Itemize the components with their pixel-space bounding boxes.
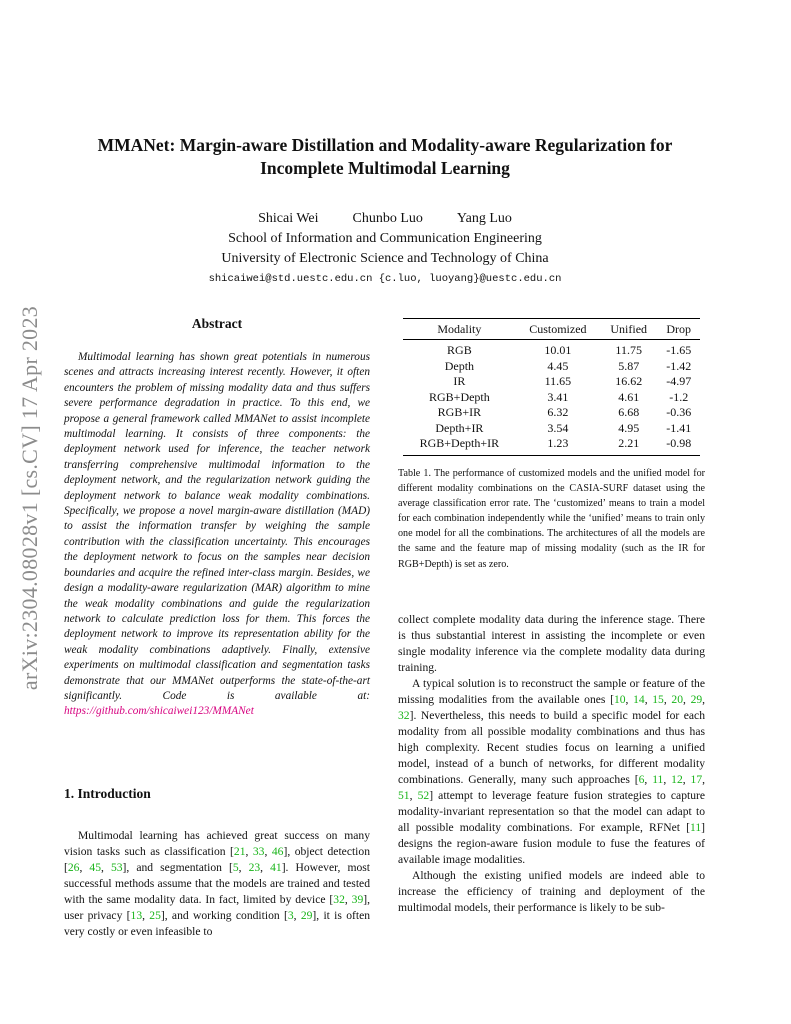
table-cell: -1.41 [666, 420, 692, 435]
table-row [403, 359, 700, 375]
table-cell: 1.23 [547, 436, 569, 450]
affiliation-line-2: University of Electronic Science and Technology of China [221, 251, 549, 266]
body-text: A typical solution is to reconstruct the sample or feature of the missing modalities from the available ones [ [398, 677, 705, 706]
citation[interactable]: 5 [232, 861, 239, 874]
table-cell: 3.54 [547, 420, 569, 435]
table-caption: Table 1. The performance of customized models and the unified model for different modality combinations on the CASIA-SURF dataset using the average classification error rate. The ‘customized’ means to train a model for each combination independently while the ‘unified’ means to train only one model for all the combinations. The architectures of all the models are the same and the feature map of missing modality (such as the IR for RGB+Depth) is set as zero. [398, 468, 705, 570]
citation[interactable]: 41 [270, 861, 282, 874]
table-header-row [403, 319, 700, 340]
citation[interactable]: 13 [130, 909, 143, 922]
author-block [60, 209, 710, 289]
table-cell: 5.87 [618, 358, 640, 373]
citation[interactable]: 46 [271, 845, 284, 858]
citation[interactable]: 12 [671, 773, 683, 786]
intro-text: Multimodal learning has achieved great success on many vision tasks such as classification [ [64, 829, 370, 858]
paragraph: Although the existing unified models are indeed able to increase the efficiency of training and deployment of the multimodal models, their performance is likely to be sub- [398, 869, 705, 914]
column-header: Modality [403, 319, 516, 340]
citation[interactable]: 25 [149, 909, 161, 922]
table-cell: RGB+Depth [429, 389, 490, 404]
table-cell: 6.68 [618, 405, 640, 419]
table-cell: -4.97 [666, 374, 692, 388]
table-cell: Depth [444, 358, 475, 373]
table-cell: -0.36 [666, 405, 692, 419]
citation[interactable]: 52 [417, 789, 430, 802]
citation[interactable]: 20 [671, 693, 683, 706]
citation[interactable]: 17 [690, 773, 703, 786]
title-line-2: Incomplete Multimodal Learning [260, 158, 510, 178]
citation[interactable]: 33 [252, 845, 265, 858]
author-name: Chunbo Luo [352, 211, 423, 226]
results-table [403, 318, 700, 456]
introduction-paragraph: Multimodal learning has achieved great success on many vision tasks such as classification [21, 33, 46], object detection [26, 45, 53], and segmentation [5, 23, 41]. However, most successful methods assume that the models are trained and tested with the same modality data. In fact, limited by device [32, 39], user privacy [13, 25], and working condition [3, 29], it is often very costly or even infeasible to [64, 829, 371, 938]
table-cell: 4.95 [618, 420, 640, 435]
intro-text: ], it is often very costly or even infeasible to [64, 909, 371, 938]
right-column-text [398, 612, 705, 916]
citation[interactable]: 53 [110, 861, 123, 874]
citation[interactable]: 39 [351, 893, 364, 906]
table-cell: Depth+IR [435, 420, 484, 435]
intro-text: ], and working condition [ [160, 909, 288, 922]
column-header: Customized [516, 319, 600, 340]
citation[interactable]: 32 [398, 709, 410, 722]
citation[interactable]: 10 [613, 693, 626, 706]
author-name: Yang Luo [456, 211, 512, 226]
author-names [60, 209, 710, 229]
citation[interactable]: 29 [690, 693, 703, 706]
paragraph: A typical solution is to reconstruct the sample or feature of the missing modalities from the available ones [10, 14, 15, 20, 29, 32]. Nevertheless, this needs to build a specific model for each modality from all possible modality combinations and thus has high complexity. Recent studies focus on learning a unified model, instead of a bunch of networks, for different modality combinations. Generally, many such approaches [6, 11, 12, 17, 51, 52] attempt to leverage feature fusion strategies to capture modality-invariant representation so that the model can adapt to all possible modality combinations. For example, RFNet [11] designs the region-aware fusion module to fuse the features of available image modalities. [398, 677, 706, 866]
citation[interactable]: 11 [689, 821, 702, 834]
abstract-heading: Abstract [191, 316, 243, 331]
citation[interactable]: 11 [652, 773, 664, 786]
body-text: ]. Nevertheless, this needs to build a specific model for each modality from all possible modality combinations and thus has high complexity. Recent studies focus on learning a unified model, instead of a bunch of networks, for different modality combinations. Generally, many such approaches [ [398, 709, 705, 786]
table-row [403, 436, 700, 455]
citation[interactable]: 15 [652, 693, 664, 706]
citation[interactable]: 51 [398, 789, 410, 802]
column-header: Unified [600, 319, 658, 340]
citation[interactable]: 29 [300, 909, 313, 922]
table-cell: 16.62 [615, 374, 643, 388]
code-link[interactable]: https://github.com/shicaiwei123/MMANet [64, 705, 254, 718]
table-cell: -0.98 [666, 436, 692, 450]
citation[interactable]: 14 [633, 693, 645, 706]
table-cell: 2.21 [618, 436, 640, 450]
table-row [403, 405, 700, 421]
abstract-body [64, 350, 370, 720]
table-cell: RGB+Depth+IR [419, 436, 500, 450]
table-cell: 11.75 [615, 343, 642, 357]
author-name: Shicai Wei [258, 211, 319, 226]
citation[interactable]: 26 [67, 861, 80, 874]
table-cell: 3.41 [547, 389, 569, 404]
abstract-text: Multimodal learning has shown great potentials in numerous scenes and attracts increasing interest recently. However, it often encounters the problem of missing modality data and thus suffers severe performance degradation in practice. To this end, we propose a general framework called MMANet to assist incomplete multimodal learning. It consists of three components: the deployment network used for inference, the teacher network transferring comprehensive multimodal information to the deployment network, and the regularization network guiding the deployment network to balance weak modality combinations. Specifically, we propose a novel margin-aware distillation (MAD) to assist the information transfer by weighing the sample contribution with the classification uncertainty. This encourages the deployment network to focus on the samples near decision boundaries and acquire the refined inter-class margin. Besides, we design a modality-aware regularization (MAR) algorithm to mine the weak modality combinations and guide the regularization network to calculate prediction loss for them. This forces the deployment network to improve its representation ability for the weak modality combinations adaptively. Finally, extensive experiments on multimodal classification and segmentation tasks demonstrate that our MMANet outperforms the state-of-the-art significantly. Code is available at: [64, 351, 370, 702]
affiliation-line-1: School of Information and Communication Engineering [228, 231, 542, 246]
citation[interactable]: 23 [248, 861, 261, 874]
title-line-1: MMANet: Margin-aware Distillation and Modality-aware Regularization for [97, 135, 673, 155]
intro-text: ]. However, most successful methods assume that the models are trained and tested with the same modality data. In fact, limited by device [ [64, 861, 370, 906]
table-cell: RGB+IR [437, 405, 482, 419]
column-header: Drop [657, 319, 700, 340]
table-cell: -1.65 [666, 343, 692, 357]
arxiv-identifier: arXiv:2304.08028v1 [cs.CV] 17 Apr 2023 [17, 305, 42, 690]
citation[interactable]: 21 [233, 845, 246, 858]
table-cell: IR [453, 374, 466, 388]
table-row [403, 390, 700, 406]
paper-title [60, 134, 710, 180]
table-row [403, 340, 700, 359]
citation[interactable]: 3 [287, 909, 294, 922]
intro-text: ], user privacy [ [64, 893, 370, 922]
intro-text: ], and segmentation [ [122, 861, 233, 874]
paragraph: collect complete modality data during the inference stage. There is thus substantial interest in assisting the incomplete or even single modality inference via the complete modality data during training. [398, 613, 705, 674]
table-cell: -1.2 [669, 389, 689, 404]
citation[interactable]: 6 [638, 773, 645, 786]
citation[interactable]: 45 [89, 861, 101, 874]
table-row [403, 374, 700, 390]
body-text: ] designs the region-aware fusion module to fuse the features of available image modalities. [398, 821, 705, 866]
citation[interactable]: 32 [333, 893, 345, 906]
introduction-heading: 1. Introduction [64, 786, 151, 801]
table-cell: RGB [447, 343, 472, 357]
intro-text: ], object detection [ [64, 845, 370, 874]
table-cell: 11.65 [544, 374, 572, 388]
body-text: ] attempt to leverage feature fusion strategies to capture modality-invariant representation so that the model can adapt to all possible modality combinations. For example, RFNet [ [398, 789, 706, 834]
table-cell: 4.45 [547, 358, 569, 373]
table-cell: -1.42 [666, 358, 692, 373]
author-emails: shicaiwei@std.uestc.edu.cn {c.luo, luoyang}@uestc.edu.cn [208, 273, 562, 285]
arxiv-stamp [10, 270, 50, 725]
table-cell: 10.01 [544, 343, 572, 357]
table-cell: 6.32 [547, 405, 569, 419]
table-row [403, 421, 700, 437]
table-cell: 4.61 [618, 389, 640, 404]
